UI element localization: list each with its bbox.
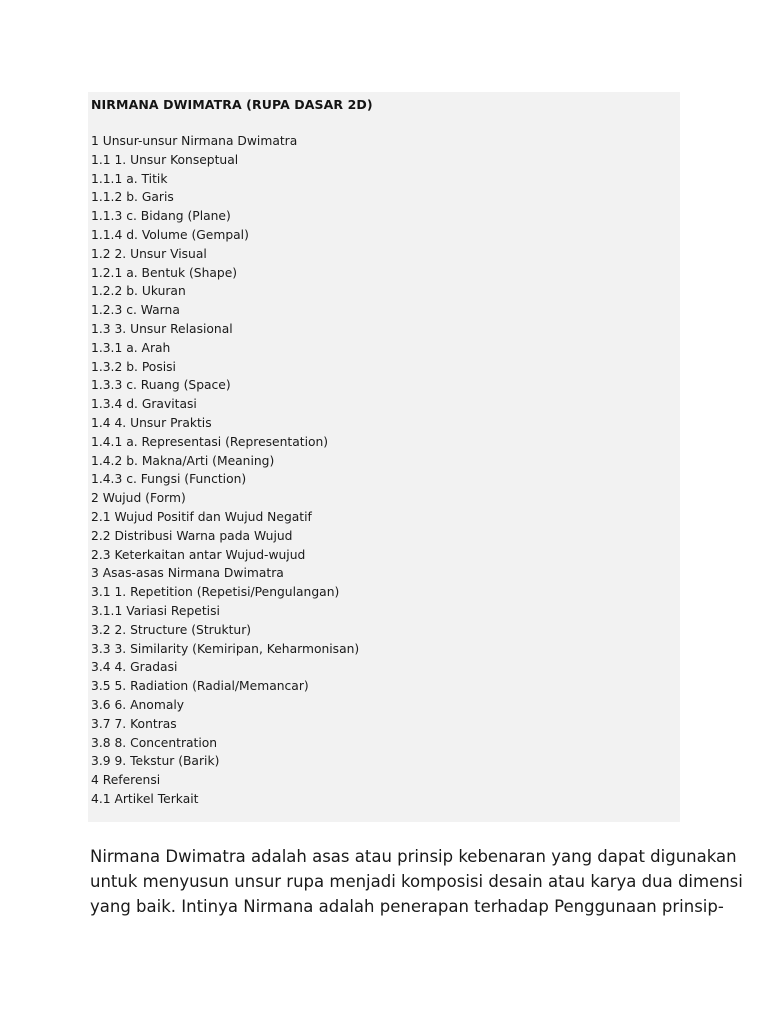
toc-item[interactable]: 3 Asas-asas Nirmana Dwimatra <box>91 566 284 581</box>
toc-item[interactable]: 1.1.2 b. Garis <box>91 190 174 205</box>
toc-item[interactable]: 1.4.2 b. Makna/Arti (Meaning) <box>91 453 275 468</box>
toc-item[interactable]: 1.2.2 b. Ukuran <box>91 284 186 299</box>
toc-item[interactable]: 1.3.2 b. Posisi <box>91 359 176 374</box>
toc-list <box>91 132 680 809</box>
toc-item[interactable]: 1.2 2. Unsur Visual <box>91 246 207 261</box>
intro-line: yang baik. Intinya Nirmana adalah penerapan terhadap Penggunaan prinsip- <box>90 897 724 916</box>
toc-item[interactable]: 4 Referensi <box>91 773 161 788</box>
intro-line: untuk menyusun unsur rupa menjadi komposisi desain atau karya dua dimensi <box>90 872 743 891</box>
table-of-contents <box>88 92 680 822</box>
toc-item[interactable]: 1.1.1 a. Titik <box>91 171 168 186</box>
intro-line: Nirmana Dwimatra adalah asas atau prinsip kebenaran yang dapat digunakan <box>90 847 737 866</box>
toc-item[interactable]: 1.1.4 d. Volume (Gempal) <box>91 227 249 242</box>
toc-item[interactable]: 1.2.1 a. Bentuk (Shape) <box>91 265 238 280</box>
toc-item[interactable]: 3.2 2. Structure (Struktur) <box>91 622 252 637</box>
toc-item[interactable]: 2.1 Wujud Positif dan Wujud Negatif <box>91 509 312 524</box>
toc-title: NIRMANA DWIMATRA (RUPA DASAR 2D) <box>91 97 373 112</box>
toc-item[interactable]: 2.3 Keterkaitan antar Wujud-wujud <box>91 547 306 562</box>
toc-item[interactable]: 3.7 7. Kontras <box>91 716 177 731</box>
toc-item[interactable]: 3.1.1 Variasi Repetisi <box>91 603 220 618</box>
toc-item[interactable]: 3.8 8. Concentration <box>91 735 218 750</box>
toc-item[interactable]: 1 Unsur-unsur Nirmana Dwimatra <box>91 134 298 148</box>
toc-item[interactable]: 1.2.3 c. Warna <box>91 303 180 318</box>
toc-item[interactable]: 1.1.3 c. Bidang (Plane) <box>91 209 231 224</box>
toc-item[interactable]: 1.4 4. Unsur Praktis <box>91 415 212 430</box>
toc-item[interactable]: 3.6 6. Anomaly <box>91 697 185 712</box>
toc-item[interactable]: 1.3.1 a. Arah <box>91 340 171 355</box>
toc-item[interactable]: 1.3.3 c. Ruang (Space) <box>91 378 231 393</box>
toc-item[interactable]: 1.3 3. Unsur Relasional <box>91 321 233 336</box>
toc-item[interactable]: 3.5 5. Radiation (Radial/Memancar) <box>91 679 309 694</box>
toc-item[interactable]: 1.4.3 c. Fungsi (Function) <box>91 472 247 487</box>
intro-paragraph <box>90 844 743 919</box>
toc-item[interactable]: 2 Wujud (Form) <box>91 491 186 506</box>
toc-item[interactable]: 1.1 1. Unsur Konseptual <box>91 152 239 167</box>
toc-item[interactable]: 1.3.4 d. Gravitasi <box>91 397 197 412</box>
toc-item[interactable]: 3.3 3. Similarity (Kemiripan, Keharmonisan) <box>91 641 360 656</box>
toc-item[interactable]: 3.1 1. Repetition (Repetisi/Pengulangan) <box>91 585 340 600</box>
toc-item[interactable]: 3.4 4. Gradasi <box>91 660 178 675</box>
toc-item[interactable]: 1.4.1 a. Representasi (Representation) <box>91 434 329 449</box>
toc-item[interactable]: 2.2 Distribusi Warna pada Wujud <box>91 528 293 543</box>
toc-item[interactable]: 3.9 9. Tekstur (Barik) <box>91 754 220 769</box>
toc-item[interactable]: 4.1 Artikel Terkait <box>91 791 199 806</box>
